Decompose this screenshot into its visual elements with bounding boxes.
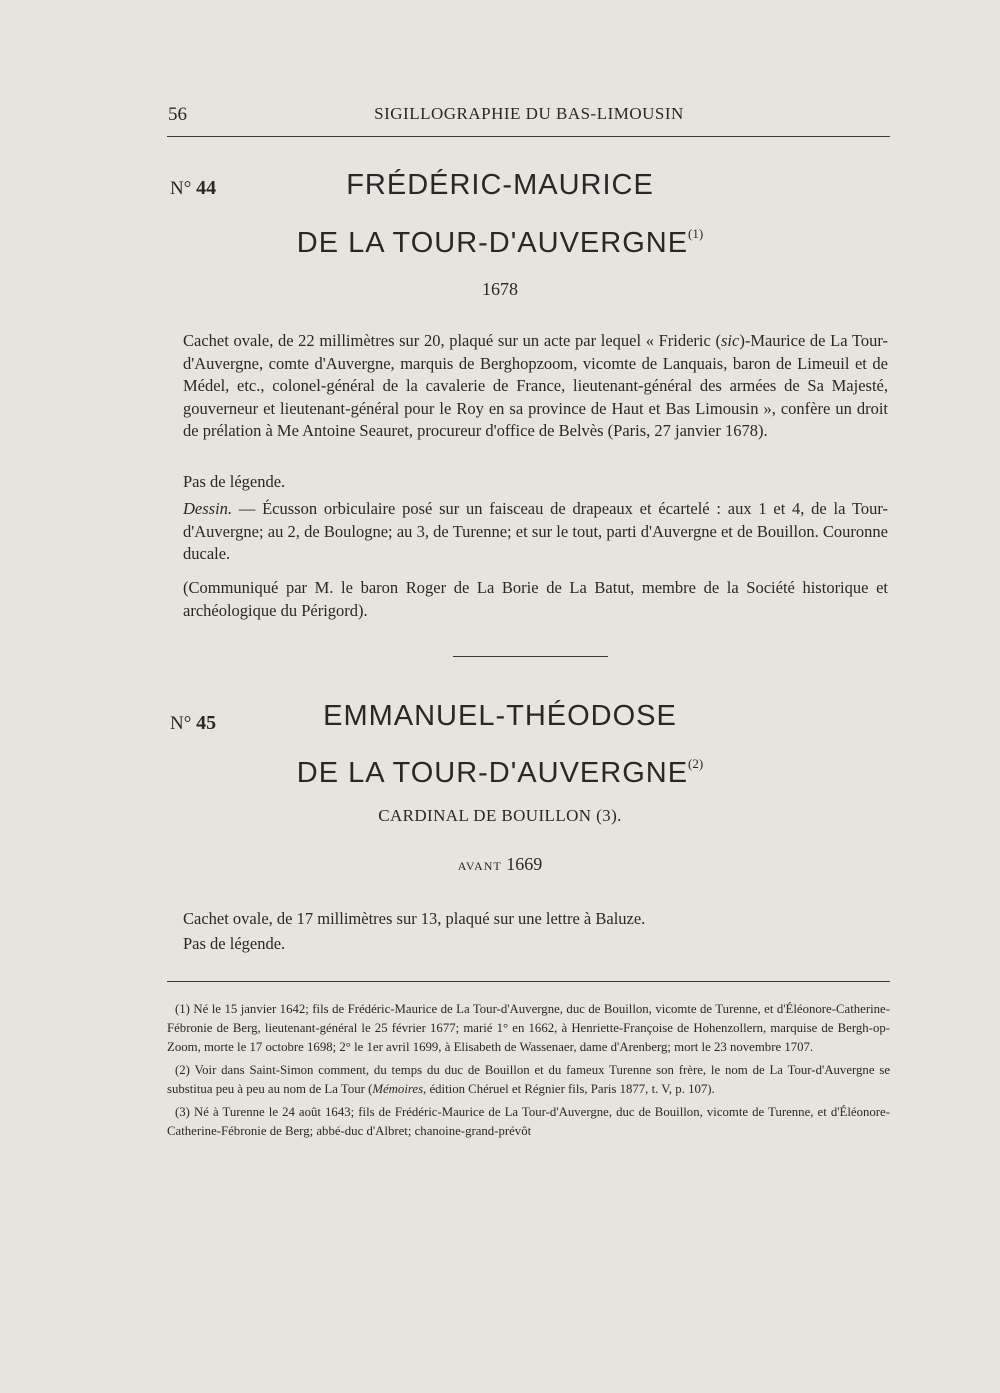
entry44-date: 1678 (482, 279, 518, 299)
entry44-dessin: Dessin. — Écusson orbiculaire posé sur un faisceau de drapeaux et écartelé : aux 1 et 4, de la Tour-d'Auvergne; au 2, de Boulogne; au 3, de Turenne; et sur le tout, parti d'Auvergne et de Bouillon. Couronne ducale. (183, 499, 888, 564)
entry45-title-line1: EMMANUEL-THÉODOSE (323, 700, 677, 732)
entry45-title-line2: DE LA TOUR-D'AUVERGNE$^{(2)}$ (296, 756, 704, 789)
footnote-3: (3) Né à Turenne le 24 août 1643; fils de Frédéric-Maurice de La Tour-d'Auvergne, duc de Bouillon, vicomte de Turenne, et d'Éléonore-Catherine-Fébronie de Berg; abbé-duc d'Albret; chanoine-grand-prévôt (167, 1105, 890, 1138)
page-number: 56 (168, 104, 187, 125)
entry44-communique: (Communiqué par M. le baron Roger de La Borie de La Batut, membre de la Société historique et archéologique du Périgord). (183, 578, 888, 620)
entry45-legend: Pas de légende. (183, 934, 286, 953)
footnote-1: (1) Né le 15 janvier 1642; fils de Frédéric-Maurice de La Tour-d'Auvergne, duc de Bouillon, vicomte de Turenne, et d'Éléonore-Catherine-Fébronie de Berg, lieutenant-général le 25 février 1677; marié 1° en 1662, à Henriette-Françoise de Hohenzollern, marquise de Bergh-op-Zoom, morte le 17 octobre 1698; 2° le 1er avril 1699, à Elisabeth de Wassenaer, dame d'Arenberg; mort le 23 novembre 1707. (167, 1002, 890, 1054)
footnotes (167, 1000, 890, 1145)
entry44-description: Cachet ovale, de 22 millimètres sur 20, plaqué sur un acte par lequel « Frideric (sic)-Maurice de La Tour-d'Auvergne, comte d'Auvergne, marquis de Berghopzoom, vicomte de Lanquais, baron de Limeuil et de Médel, etc., colonel-général de la cavalerie de France, lieutenant-général des armées de Sa Majesté, gouverneur et lieutenant-général pour le Roy en sa province de Haut et Bas Limousin », confère un droit de prélation à Me Antoine Seauret, procureur d'office de Belvès (Paris, 27 janvier 1678). (183, 331, 888, 441)
entry44-title-line2: DE LA TOUR-D'AUVERGNE$^{(1)}$ (296, 226, 704, 259)
footnote-rule (167, 981, 890, 982)
entry45-date: AVANT 1669 (457, 854, 543, 874)
header-rule (167, 136, 890, 137)
entry-number-45: N° 45 (170, 712, 217, 734)
running-title: SIGILLOGRAPHIE DU BAS-LIMOUSIN (374, 104, 684, 123)
entry-number-44: N° 44 (170, 177, 217, 199)
footnote-ref-1: (1) (688, 226, 704, 241)
entry45-description: Cachet ovale, de 17 millimètres sur 13, plaqué sur une lettre à Baluze. (183, 909, 646, 928)
entry44-legend: Pas de légende. (183, 472, 286, 491)
entry44-title-line1: FRÉDÉRIC-MAURICE (346, 169, 654, 201)
footnote-ref-2: (2) (688, 756, 704, 771)
section-divider (453, 656, 608, 657)
footnote-2: (2) Voir dans Saint-Simon comment, du temps du duc de Bouillon et du fameux Turenne son frère, le nom de La Tour-d'Auvergne se substitua peu à peu au nom de La Tour (Mémoires, édition Chéruel et Régnier fils, Paris 1877, t. V, p. 107). (167, 1063, 890, 1096)
entry45-subtitle: CARDINAL DE BOUILLON (3). (378, 806, 622, 825)
running-header (168, 104, 890, 130)
